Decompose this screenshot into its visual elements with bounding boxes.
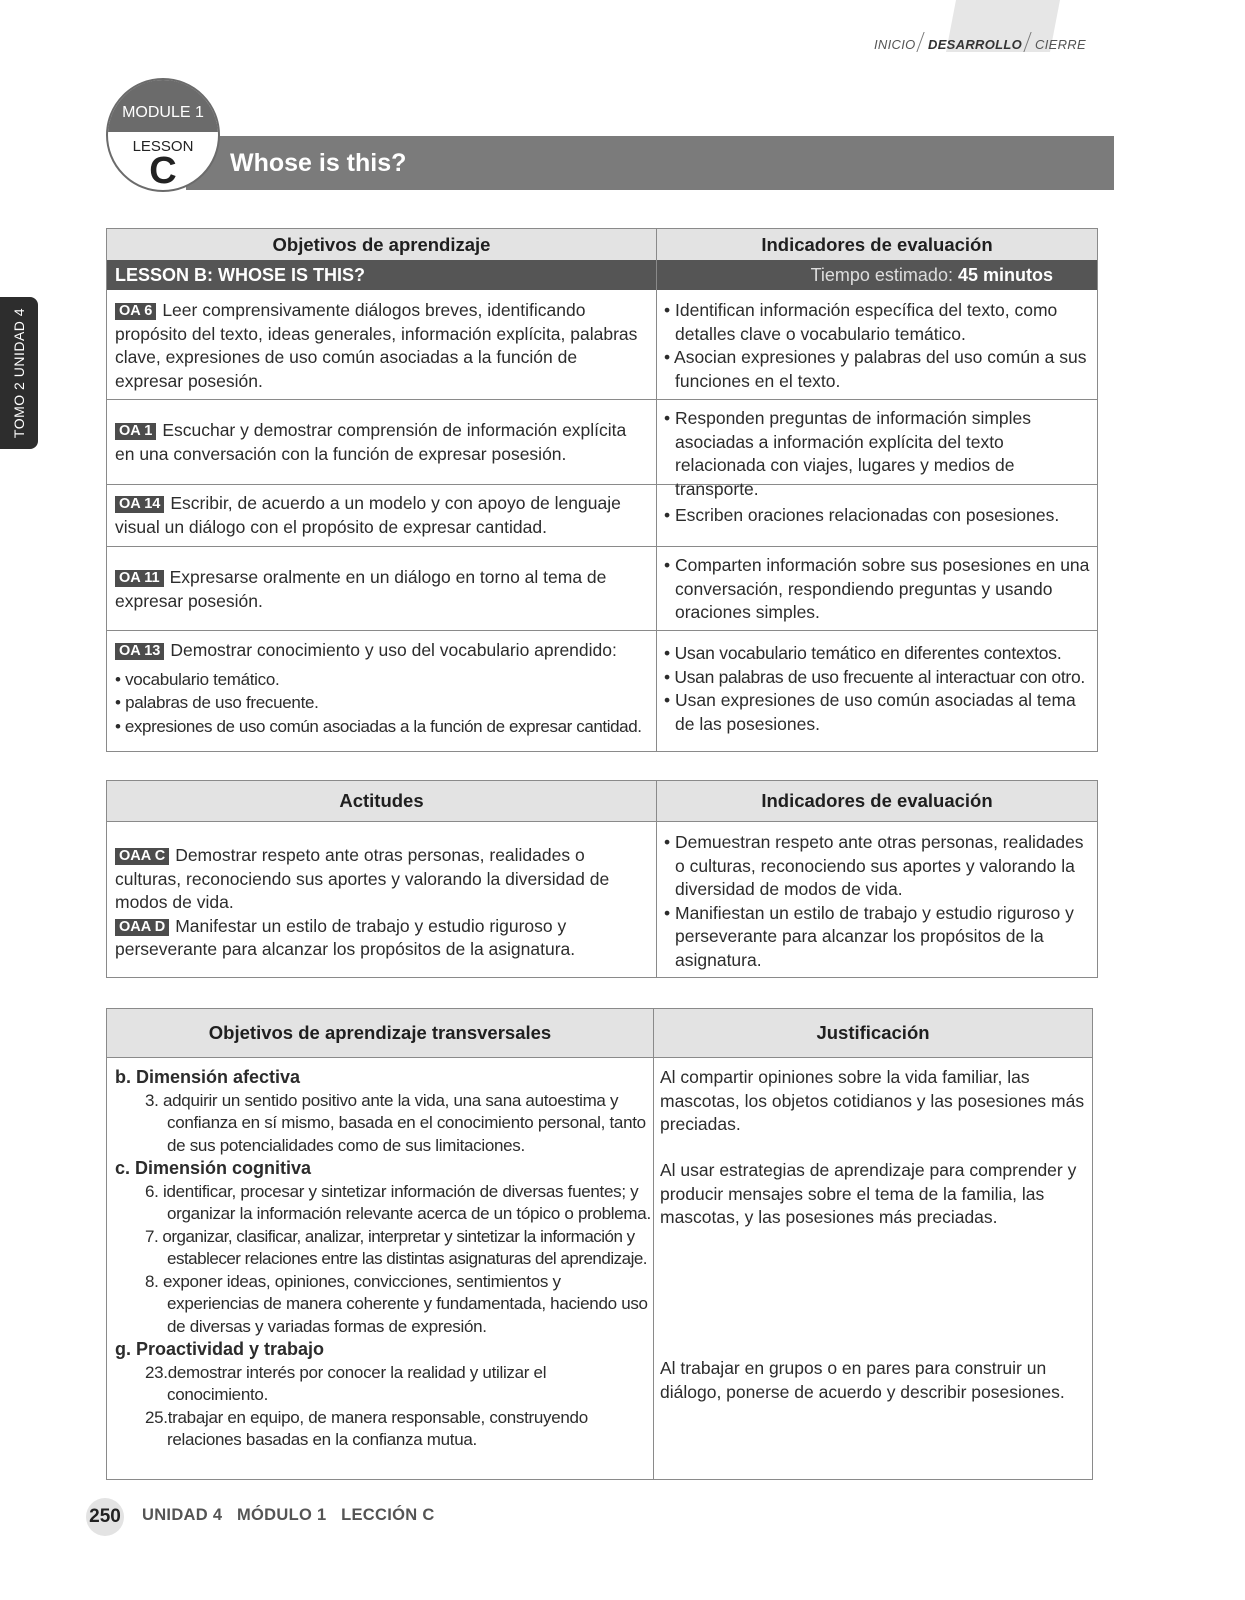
indicator-item: • Usan expresiones de uso común asociadas al tema de las posesiones.: [664, 690, 1076, 734]
attitude-tag: OAA C: [115, 848, 169, 865]
row-divider: [107, 821, 1097, 822]
lesson-title: Whose is this?: [230, 149, 407, 177]
column-divider: [656, 229, 657, 751]
indicator-cell: [663, 554, 1095, 625]
footer-breadcrumb: UNIDAD 4 MÓDULO 1 LECCIÓN C: [142, 1506, 435, 1524]
row-divider: [107, 630, 1097, 631]
objective-tag: OA 14: [115, 496, 164, 513]
row-divider: [107, 399, 1097, 400]
transversal-item: 25.trabajar en equipo, de manera responsable, construyendo relaciones basadas en la confianza mutua.: [145, 1407, 588, 1449]
column-divider: [653, 1009, 654, 1479]
objective-text: Escribir, de acuerdo a un modelo y con apoyo de lenguaje visual un diálogo con el propósito de expresar cantidad.: [115, 493, 621, 537]
indicator-item: • Demuestran respeto ante otras personas, realidades o culturas, reconociendo sus aportes y valorando la diversidad de modos de vida.: [664, 832, 1084, 899]
indicator-item: • Identifican información específica del texto, como detalles clave o vocabulario temático.: [664, 300, 1058, 344]
objective-cell: [115, 639, 655, 738]
indicator-item: • Manifiestan un estilo de trabajo y estudio riguroso y perseverante para alcanzar los propósitos de la asignatura.: [664, 902, 1074, 970]
attitude-tag: OAA D: [115, 919, 169, 936]
transversal-item: 3. adquirir un sentido positivo ante la vida, una sana autoestima y confianza en sí mismo, basada en el conocimiento personal, tanto de sus potencialidades como de sus limitaciones.: [145, 1090, 646, 1155]
justification-text: Al trabajar en grupos o en pares para construir un diálogo, ponerse de acuerdo y describir posesiones.: [660, 1358, 1065, 1402]
transversal-item: 8. exponer ideas, opiniones, convicciones, sentimientos y experiencias de manera coherente y fundamentada, haciendo uso de diversas y variadas formas de expresión.: [145, 1271, 648, 1336]
badge-lesson: LESSON: [132, 138, 194, 155]
objective-tag: OA 1: [115, 423, 156, 440]
transversal-item: 23.demostrar interés por conocer la realidad y utilizar el conocimiento.: [145, 1362, 547, 1404]
indicator-cell: [663, 831, 1095, 972]
section-heading: c. Dimensión cognitiva: [115, 1158, 312, 1178]
nav-cierre: CIERRE: [1035, 37, 1086, 52]
page-number: 250: [86, 1498, 124, 1536]
attitude-text: Demostrar respeto ante otras personas, realidades o culturas, reconociendo sus aportes y valorando la diversidad de modos de vida.: [115, 845, 610, 912]
sub-item: • palabras de uso frecuente.: [115, 693, 319, 712]
column-divider: [656, 781, 657, 977]
section-heading: b. Dimensión afectiva: [115, 1067, 301, 1087]
transversal-list: [115, 1066, 651, 1452]
indicator-cell: [663, 407, 1095, 501]
justification-text: Al usar estrategias de aprendizaje para comprender y producir mensajes sobre el tema de la familia, las mascotas, y las posesiones más preciadas.: [660, 1160, 1077, 1227]
objective-tag: OA 11: [115, 570, 164, 587]
objective-tag: OA 6: [115, 303, 156, 320]
transversal-item: 7. organizar, clasificar, analizar, interpretar y sintetizar la información y establecer relaciones entre las distintas asignaturas del aprendizaje.: [145, 1226, 648, 1268]
module-badge: [106, 78, 220, 192]
table-header-objectives: Objetivos de aprendizaje: [107, 229, 656, 260]
table-header-indicators: Indicadores de evaluación: [657, 229, 1097, 260]
objective-cell: [115, 492, 650, 539]
lesson-label: LESSON B: WHOSE IS THIS?: [115, 265, 366, 285]
table-header-transversal: Objetivos de aprendizaje transversales: [107, 1009, 653, 1057]
section-heading: g. Proactividad y trabajo: [115, 1339, 325, 1359]
badge-module: MODULE 1: [122, 104, 204, 121]
objective-cell: [115, 566, 650, 613]
objective-text: Demostrar conocimiento y uso del vocabulario aprendido:: [170, 640, 617, 660]
transversal-objectives-table: [106, 1008, 1093, 1480]
row-divider: [107, 1057, 1092, 1058]
indicator-item: • Comparten información sobre sus posesiones en una conversación, respondiendo preguntas y usando oraciones simples.: [664, 555, 1090, 622]
section-nav: [874, 0, 1120, 60]
indicator-item: • Usan palabras de uso frecuente al interactuar con otro.: [664, 666, 1085, 687]
learning-objectives-table: [106, 228, 1098, 752]
objective-cell: [115, 299, 650, 393]
indicator-item: • Usan vocabulario temático en diferentes contextos.: [664, 643, 1062, 663]
side-tab-label: TOMO 2 UNIDAD 4: [11, 307, 27, 439]
attitude-text: Manifestar un estilo de trabajo y estudio riguroso y perseverante para alcanzar los propósitos de la asignatura.: [115, 915, 576, 959]
unit-side-tab: [0, 297, 38, 449]
transversal-item: 6. identificar, procesar y sintetizar información de diversas fuentes; y organizar la información relevante acerca de un tópico o problema.: [145, 1181, 651, 1223]
nav-divider: [916, 32, 924, 52]
indicator-cell: [663, 504, 1095, 528]
indicator-item: • Asocian expresiones y palabras del uso común a sus funciones en el texto.: [664, 347, 1087, 391]
justification-text: Al compartir opiniones sobre la vida familiar, las mascotas, los objetos cotidianos y las posesiones más preciadas.: [660, 1067, 1085, 1134]
objective-tag: OA 13: [115, 643, 164, 660]
indicator-cell: [663, 642, 1095, 736]
lesson-title-bar: [186, 136, 1114, 190]
indicator-item: • Responden preguntas de información simples asociadas a información explícita del texto relacionada con viajes, lugares y medios de transporte.: [664, 408, 1032, 499]
table-header-attitudes: Actitudes: [107, 781, 656, 821]
sub-item: • vocabulario temático.: [115, 669, 280, 689]
indicator-cell: [663, 299, 1095, 393]
table-header-indicators: Indicadores de evaluación: [657, 781, 1097, 821]
objective-text: Leer comprensivamente diálogos breves, identificando propósito del texto, ideas generales, información explícita, palabras clave, expresiones de uso común asociadas a la función de expresar posesión.: [115, 300, 638, 391]
nav-inicio: INICIO: [874, 37, 916, 52]
objective-cell: [115, 419, 650, 466]
objective-text: Expresarse oralmente en un diálogo en torno al tema de expresar posesión.: [115, 567, 607, 611]
time-label: Tiempo estimado: 45 minutos: [810, 265, 1053, 285]
table-header-justification: Justificación: [654, 1009, 1092, 1057]
indicator-item: • Escriben oraciones relacionadas con posesiones.: [664, 505, 1060, 525]
lesson-bar: [107, 260, 1097, 290]
sub-item: • expresiones de uso común asociadas a la función de expresar cantidad.: [115, 716, 642, 736]
row-divider: [107, 546, 1097, 547]
attitude-cell: [115, 844, 650, 962]
attitudes-table: [106, 780, 1098, 978]
objective-text: Escuchar y demostrar comprensión de información explícita en una conversación con la función de expresar posesión.: [115, 420, 627, 464]
badge-letter: C: [149, 150, 177, 192]
nav-desarrollo: DESARROLLO: [928, 37, 1022, 52]
